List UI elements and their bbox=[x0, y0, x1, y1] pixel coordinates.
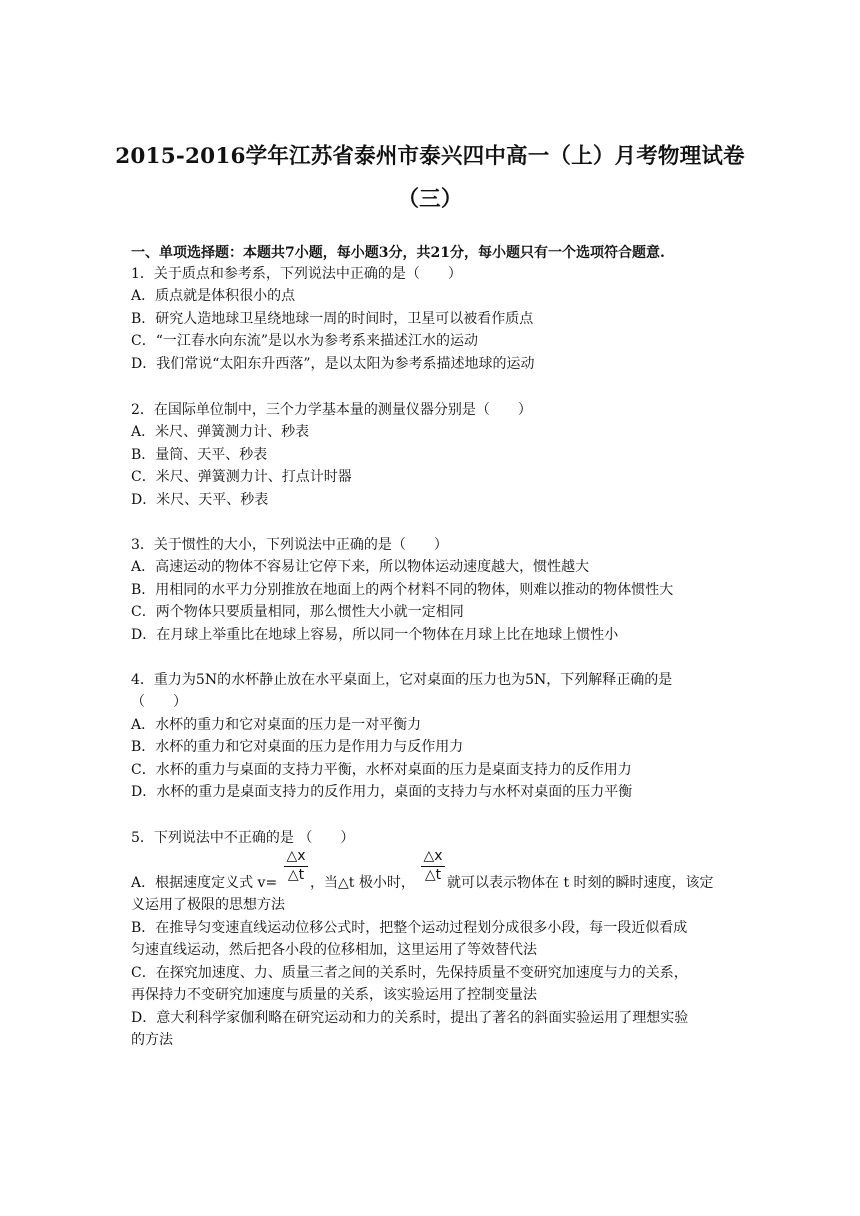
question-5-option-d-line1: D．意大利科学家伽利略在研究运动和力的关系时，提出了著名的斜面实验运用了理想实验 bbox=[131, 1010, 689, 1026]
question-2-option-a: A．米尺、弹簧测力计、秒表 bbox=[131, 424, 310, 440]
question-5-option-a-part1: A．根据速度定义式 v= bbox=[131, 875, 278, 891]
question-4-option-d: D．水杯的重力是桌面支持力的反作用力，桌面的支持力与水杯对桌面的压力平衡 bbox=[131, 784, 633, 800]
question-5-option-c-line2: 再保持力不变研究加速度与质量的关系，该实验运用了控制变量法 bbox=[131, 987, 537, 1003]
question-3-option-a: A．高速运动的物体不容易让它停下来，所以物体运动速度越大，惯性越大 bbox=[131, 559, 590, 575]
velocity-fraction-2 bbox=[420, 848, 446, 884]
question-1-stem: 1．关于质点和参考系，下列说法中正确的是（ ） bbox=[131, 266, 462, 282]
question-2-option-d: D．米尺、天平、秒表 bbox=[131, 492, 269, 508]
fraction-denominator: △t bbox=[287, 867, 305, 883]
fraction-numerator: △x bbox=[423, 848, 443, 864]
question-4-option-b: B．水杯的重力和它对桌面的压力是作用力与反作用力 bbox=[131, 739, 464, 755]
exam-title-line1: 2015-2016学年江苏省泰州市泰兴四中高一（上）月考物理试卷 bbox=[115, 144, 745, 169]
question-3-option-c: C．两个物体只要质量相同，那么惯性大小就一定相同 bbox=[131, 604, 464, 620]
fraction-numerator: △x bbox=[286, 848, 306, 864]
exam-title-line2: （三） bbox=[397, 187, 463, 212]
velocity-fraction-1 bbox=[283, 848, 309, 884]
question-4-option-a: A．水杯的重力和它对桌面的压力是一对平衡力 bbox=[131, 717, 422, 733]
question-3-option-d: D．在月球上举重比在地球上容易，所以同一个物体在月球上比在地球上惯性小 bbox=[131, 627, 619, 643]
question-1-option-a: A．质点就是体积很小的点 bbox=[131, 288, 296, 304]
question-5-option-a-part2: ，当△t 极小时， bbox=[310, 875, 415, 891]
question-2-option-c: C．米尺、弹簧测力计、打点计时器 bbox=[131, 469, 352, 485]
question-3-stem: 3．关于惯性的大小，下列说法中正确的是（ ） bbox=[131, 537, 448, 553]
question-5-option-b-line2: 匀速直线运动，然后把各小段的位移相加，这里运用了等效替代法 bbox=[131, 942, 537, 958]
question-4-stem-continued: （ ） bbox=[131, 694, 187, 710]
section-heading: 一、单项选择题：本题共7小题，每小题3分，共21分，每小题只有一个选项符合题意. bbox=[131, 245, 665, 261]
question-1-option-d: D．我们常说“太阳东升西落”，是以太阳为参考系描述地球的运动 bbox=[131, 356, 535, 372]
question-4-stem: 4．重力为5N的水杯静止放在水平桌面上，它对桌面的压力也为5N，下列解释正确的是 bbox=[131, 672, 673, 688]
question-1-option-b: B．研究人造地球卫星绕地球一周的时间时，卫星可以被看作质点 bbox=[131, 311, 534, 327]
question-5-option-a-part3: 就可以表示物体在 t 时刻的瞬时速度，该定 bbox=[447, 875, 714, 891]
question-5-option-c-line1: C．在探究加速度、力、质量三者之间的关系时，先保持质量不变研究加速度与力的关系， bbox=[131, 965, 688, 981]
question-5-option-b-line1: B．在推导匀变速直线运动位移公式时，把整个运动过程划分成很多小段，每一段近似看成 bbox=[131, 920, 688, 936]
fraction-denominator: △t bbox=[424, 867, 442, 883]
question-5-stem: 5．下列说法中不正确的是 （ ） bbox=[131, 830, 355, 846]
question-2-option-b: B．量筒、天平、秒表 bbox=[131, 447, 268, 463]
question-2-stem: 2．在国际单位制中，三个力学基本量的测量仪器分别是（ ） bbox=[131, 402, 532, 418]
question-5-option-a-line2: 义运用了极限的思想方法 bbox=[131, 897, 285, 913]
question-3-option-b: B．用相同的水平力分别推放在地面上的两个材料不同的物体，则难以推动的物体惯性大 bbox=[131, 582, 674, 598]
question-4-option-c: C．水杯的重力与桌面的支持力平衡，水杯对桌面的压力是桌面支持力的反作用力 bbox=[131, 762, 632, 778]
question-1-option-c: C．“一江春水向东流”是以水为参考系来描述江水的运动 bbox=[131, 333, 479, 349]
question-5-option-d-line2: 的方法 bbox=[131, 1032, 173, 1048]
